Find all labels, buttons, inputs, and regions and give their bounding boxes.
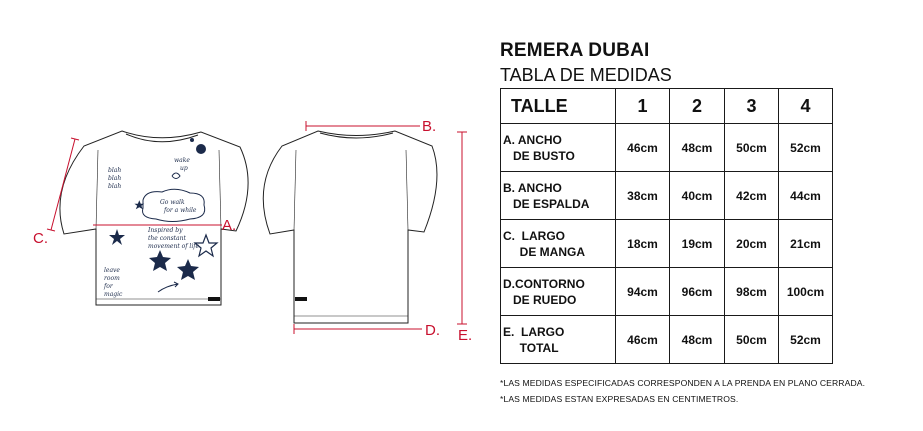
back-measures (294, 121, 467, 334)
small-dot-graphic (190, 138, 194, 142)
footnote-units: *LAS MEDIDAS ESTAN EXPRESADAS EN CENTIMETROS. (500, 394, 739, 404)
table-row (501, 124, 833, 172)
print-text-13: for (104, 283, 113, 290)
table-cell: 50cm (725, 316, 779, 364)
table-cell: 48cm (670, 316, 725, 364)
print-text-1: wake (174, 157, 190, 164)
dot-graphic (196, 144, 206, 154)
header-size-3: 3 (725, 89, 779, 124)
print-text-10: movement of life (148, 243, 200, 250)
star-mid-icon (149, 250, 171, 271)
back-right-armhole (406, 150, 408, 230)
product-title: REMERA DUBAI (500, 40, 650, 61)
print-text-11: leave (104, 267, 120, 274)
back-label-tag (295, 297, 307, 301)
star-right-icon (177, 259, 199, 280)
back-outline (263, 131, 437, 323)
print-text-7: for a while (164, 207, 197, 214)
print-text-5: blah (108, 183, 122, 190)
front-print (103, 138, 220, 301)
row-label: C. LARGO DE MANGA (501, 220, 616, 268)
front-right-armhole (219, 150, 221, 229)
table-cell: 40cm (670, 172, 725, 220)
row-label: D.CONTORNO DE RUEDO (501, 268, 616, 316)
header-talle: TALLE (501, 89, 616, 124)
print-text-2: up (180, 165, 188, 172)
table-row (501, 220, 833, 268)
measure-label-e: E. (458, 327, 473, 344)
swirl-graphic (172, 173, 180, 179)
measure-label-a: A. (222, 217, 237, 234)
front-label-tag (208, 297, 220, 301)
table-cell: 96cm (670, 268, 725, 316)
table-cell: 20cm (725, 220, 779, 268)
size-chart-subtitle: TABLA DE MEDIDAS (500, 65, 672, 85)
table-cell: 46cm (616, 124, 670, 172)
print-text-6: Go walk (160, 199, 185, 206)
table-cell: 42cm (725, 172, 779, 220)
row-label: B. ANCHO DE ESPALDA (501, 172, 616, 220)
row-label: E. LARGO TOTAL (501, 316, 616, 364)
tshirt-front (60, 131, 248, 305)
print-text-9: the constant (148, 235, 186, 242)
table-cell: 94cm (616, 268, 670, 316)
table-cell: 46cm (616, 316, 670, 364)
table-cell: 50cm (725, 124, 779, 172)
measure-label-b: B. (422, 118, 437, 135)
table-cell: 38cm (616, 172, 670, 220)
print-text-3: blah (108, 167, 122, 174)
table-cell: 100cm (779, 268, 833, 316)
tshirt-back (263, 131, 437, 323)
table-cell: 52cm (779, 124, 833, 172)
print-text-4: blah (108, 175, 122, 182)
print-text-12: room (104, 275, 120, 282)
table-cell: 19cm (670, 220, 725, 268)
table-cell: 52cm (779, 316, 833, 364)
size-chart-table (500, 88, 833, 364)
star-left-icon (109, 229, 125, 245)
table-cell: 44cm (779, 172, 833, 220)
table-cell: 21cm (779, 220, 833, 268)
measure-label-c: C. (33, 230, 48, 247)
table-row (501, 316, 833, 364)
header-size-2: 2 (670, 89, 725, 124)
measure-label-d: D. (425, 322, 440, 339)
front-measures (47, 138, 222, 231)
header-size-1: 1 (616, 89, 670, 124)
front-left-armhole (96, 150, 98, 229)
print-text-8: Inspired by (148, 227, 183, 234)
table-row (501, 268, 833, 316)
print-text-14: magic (104, 291, 123, 298)
table-row (501, 172, 833, 220)
table-cell: 48cm (670, 124, 725, 172)
row-label: A. ANCHO DE BUSTO (501, 124, 616, 172)
measure-line-c (51, 139, 75, 230)
table-cell: 18cm (616, 220, 670, 268)
table-header-row (501, 89, 833, 124)
front-outline (60, 131, 248, 305)
back-left-armhole (294, 150, 296, 230)
table-cell: 98cm (725, 268, 779, 316)
footnote-flat-measure: *LAS MEDIDAS ESPECIFICADAS CORRESPONDEN A LA PRENDA EN PLANO CERRADA. (500, 378, 866, 388)
arrow-graphic (158, 282, 178, 292)
header-size-4: 4 (779, 89, 833, 124)
star-outline-icon (195, 235, 217, 256)
